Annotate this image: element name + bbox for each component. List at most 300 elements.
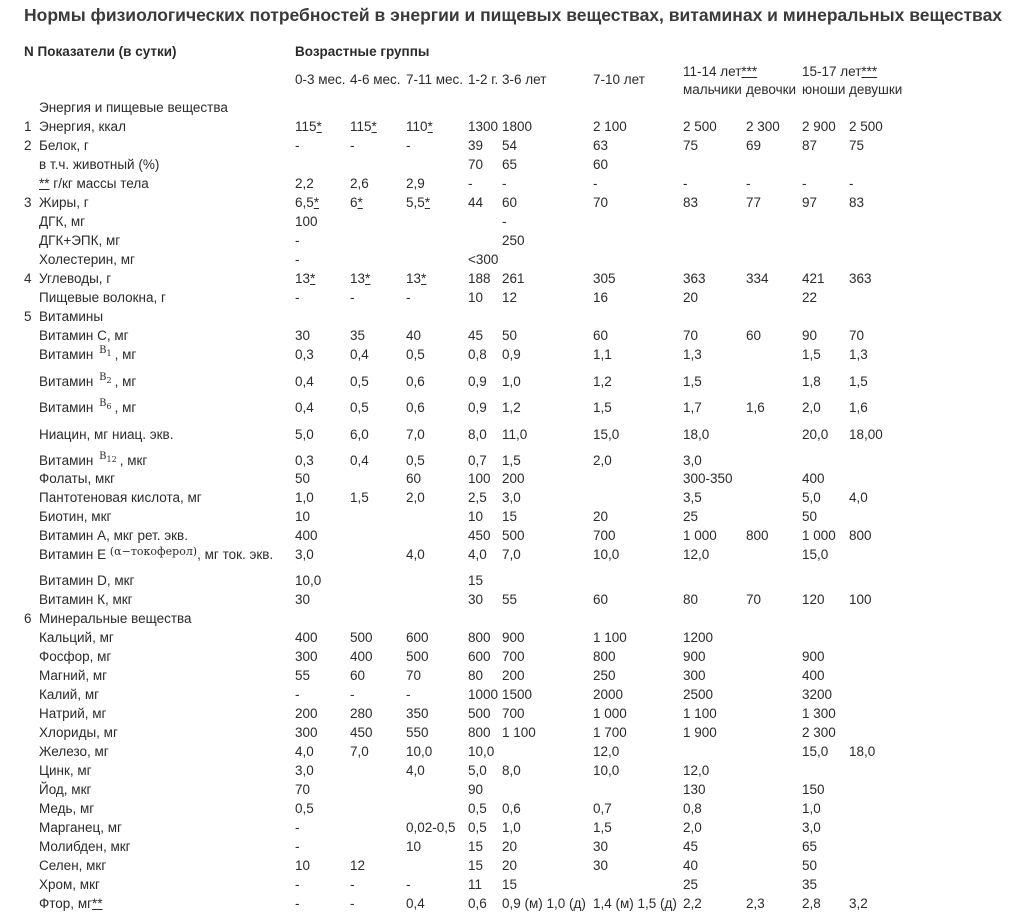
table-cell: 800 (593, 649, 616, 664)
table-cell: 500 (406, 649, 429, 664)
table-cell: 0,5 (350, 400, 369, 415)
table-cell: 700 (593, 528, 616, 543)
table-cell: 35 (802, 877, 818, 892)
table-cell: 150 (802, 782, 825, 797)
table-cell: 1 900 (683, 725, 717, 740)
table-cell: 1,1 (593, 347, 612, 362)
table-cell: - (406, 138, 411, 153)
table-cell: 1,2 (593, 374, 612, 389)
table-cell: 4,0 (849, 490, 868, 505)
table-cell: 10,0 (295, 573, 322, 588)
table-cell: 80 (468, 668, 484, 683)
table-cell: 39 (468, 138, 484, 153)
table-cell: 1300 (468, 119, 499, 134)
table-cell: 1 000 (683, 528, 717, 543)
table-cell: - (502, 176, 507, 191)
table-cell: 800 (849, 528, 872, 543)
table-cell: 20 (593, 509, 609, 524)
table-cell: 2 500 (683, 119, 717, 134)
table-cell: 4,0 (468, 547, 487, 562)
row-label: Витамин $^{B_6}$ , мг (39, 398, 137, 415)
table-cell: 0,5 (406, 453, 425, 468)
table-cell: - (350, 138, 355, 153)
table-cell: 100 (295, 214, 318, 229)
table-cell: 75 (849, 138, 865, 153)
table-cell: 2,0 (406, 490, 425, 505)
table-cell: 1000 (468, 687, 499, 702)
table-cell: 10 (295, 858, 311, 873)
row-number: 2 (24, 138, 32, 153)
table-cell: - (502, 214, 507, 229)
row-label: Молибден, мкг (39, 839, 131, 854)
row-label: ДГК+ЭПК, мг (39, 233, 121, 248)
table-cell: 0,4 (350, 453, 369, 468)
row-label: Йод, мкг (39, 782, 92, 797)
table-cell: 0,3 (295, 347, 314, 362)
table-cell: 2,0 (593, 453, 612, 468)
row-label: Витамин $^{B_{12}}$ , мкг (39, 451, 148, 468)
table-cell: 60 (593, 328, 609, 343)
table-cell: 60 (350, 668, 366, 683)
row-label: Марганец, мг (39, 820, 122, 835)
table-cell: 900 (502, 630, 525, 645)
table-cell: 1,5 (683, 374, 702, 389)
table-cell: 700 (502, 706, 525, 721)
table-cell: 200 (502, 668, 525, 683)
table-cell: - (350, 877, 355, 892)
table-cell: 3,0 (295, 763, 314, 778)
table-cell: 8,0 (502, 763, 521, 778)
table-cell: 1500 (502, 687, 533, 702)
table-cell: - (295, 839, 300, 854)
table-cell: 77 (746, 195, 762, 210)
table-cell: - (746, 176, 751, 191)
table-cell: 0,5 (406, 347, 425, 362)
table-cell: 11,0 (502, 427, 528, 442)
header-sex-young-women: девушки (849, 82, 903, 97)
table-cell: 15 (468, 858, 484, 873)
table-cell: 110* (406, 119, 433, 134)
table-cell: - (295, 290, 300, 305)
table-cell: 63 (593, 138, 609, 153)
table-cell: 1,3 (683, 347, 702, 362)
row-number: 3 (24, 195, 32, 210)
table-cell: 2,0 (683, 820, 702, 835)
table-cell: 0,9 (м) 1,0 (д) (502, 896, 586, 911)
table-cell: 12 (502, 290, 518, 305)
table-cell: 70 (593, 195, 609, 210)
table-cell: 900 (802, 649, 825, 664)
table-cell: - (683, 176, 688, 191)
table-cell: - (350, 290, 355, 305)
table-cell: 1,8 (802, 374, 821, 389)
row-label: Витамин Е $^{(\alpha-токоферол)}$, мг ток. экв. (39, 545, 274, 562)
table-cell: 97 (802, 195, 818, 210)
table-cell: 0,8 (468, 347, 487, 362)
table-cell: 305 (593, 271, 616, 286)
table-cell: 8,0 (468, 427, 487, 442)
row-label: Селен, мкг (39, 858, 107, 873)
table-cell: 0,7 (468, 453, 487, 468)
table-cell: 4,0 (295, 744, 314, 759)
table-cell: 83 (849, 195, 865, 210)
table-cell: 400 (350, 649, 373, 664)
table-cell: 0,9 (468, 400, 487, 415)
table-cell: 60 (502, 195, 518, 210)
table-cell: 2 900 (802, 119, 836, 134)
table-cell: 250 (593, 668, 616, 683)
table-cell: 30 (295, 592, 311, 607)
table-cell: 0,3 (295, 453, 314, 468)
table-cell: 1,5 (593, 820, 612, 835)
table-cell: 70 (849, 328, 865, 343)
table-cell: 1,0 (502, 374, 521, 389)
table-cell: 20 (502, 839, 518, 854)
header-age-3: 1-2 г. (468, 72, 499, 87)
table-cell: 0,9 (502, 347, 521, 362)
table-cell: 2,0 (802, 400, 821, 415)
table-cell: 25 (683, 509, 699, 524)
row-number: 5 (24, 309, 32, 324)
table-cell: 5,0 (802, 490, 821, 505)
header-sex-boys: мальчики (683, 82, 742, 97)
row-label: Хлориды, мг (39, 725, 118, 740)
table-cell: 20 (683, 290, 699, 305)
table-cell: 0,6 (502, 801, 521, 816)
table-cell: 700 (502, 649, 525, 664)
header-sex-young-men: юноши (802, 82, 846, 97)
table-cell: 2,2 (295, 176, 314, 191)
row-label: Пантотеновая кислота, мг (39, 490, 202, 505)
row-label: Витамин $^{B_1}$ , мг (39, 345, 137, 362)
table-cell: 130 (683, 782, 706, 797)
table-cell: 30 (468, 592, 484, 607)
table-cell: 69 (746, 138, 762, 153)
table-cell: 2,5 (468, 490, 487, 505)
table-cell: - (406, 877, 411, 892)
table-cell: 45 (468, 328, 484, 343)
table-cell: 2000 (593, 687, 624, 702)
table-cell: 70 (746, 592, 762, 607)
header-sex-girls: девочки (746, 82, 797, 97)
table-cell: 60 (406, 471, 422, 486)
table-cell: 1 100 (593, 630, 627, 645)
table-cell: 0,7 (593, 801, 612, 816)
table-cell: 2500 (683, 687, 714, 702)
table-cell: 2,6 (350, 176, 369, 191)
table-cell: 3,5 (683, 490, 702, 505)
table-cell: 50 (802, 509, 818, 524)
table-cell: - (350, 687, 355, 702)
table-cell: 0,5 (468, 801, 487, 816)
table-cell: 250 (502, 233, 525, 248)
table-cell: 15,0 (593, 427, 620, 442)
table-cell: 2 300 (802, 725, 836, 740)
table-cell: 1,2 (502, 400, 521, 415)
table-cell: 12,0 (593, 744, 620, 759)
table-cell: 400 (802, 471, 825, 486)
table-cell: - (849, 176, 854, 191)
row-label: Железо, мг (39, 744, 109, 759)
row-label: Фосфор, мг (39, 649, 112, 664)
row-label: Витамин А, мкг рет. экв. (39, 528, 188, 543)
row-label: Фтор, мг** (39, 896, 103, 911)
table-cell: 1,4 (м) 1,5 (д) (593, 896, 677, 911)
table-cell: 1,0 (295, 490, 314, 505)
table-cell: 188 (468, 271, 491, 286)
table-cell: 25 (683, 877, 699, 892)
table-cell: 1,3 (849, 347, 868, 362)
table-cell: 40 (683, 858, 699, 873)
table-cell: 15 (502, 877, 518, 892)
table-cell: 1,5 (350, 490, 369, 505)
table-cell: 6* (350, 195, 363, 210)
header-age-groups: Возрастные группы (295, 44, 430, 59)
row-label: Кальций, мг (39, 630, 114, 645)
table-cell: 500 (350, 630, 373, 645)
table-cell: 115* (350, 119, 377, 134)
table-cell: 75 (683, 138, 699, 153)
table-cell: - (295, 252, 300, 267)
table-cell: - (295, 820, 300, 835)
table-cell: 0,6 (406, 374, 425, 389)
row-label: ** г/кг массы тела (39, 176, 149, 191)
table-cell: 60 (593, 157, 609, 172)
row-label: Энергия и пищевые вещества (39, 100, 228, 115)
table-cell: 15,0 (802, 547, 829, 562)
row-label: Минеральные вещества (39, 611, 192, 626)
table-cell: 600 (406, 630, 429, 645)
table-cell: 280 (350, 706, 373, 721)
table-cell: 0,8 (683, 801, 702, 816)
row-label: Пищевые волокна, г (39, 290, 166, 305)
table-cell: 90 (802, 328, 818, 343)
row-label: Витамины (39, 309, 104, 324)
table-cell: 421 (802, 271, 825, 286)
table-cell: - (406, 687, 411, 702)
vitamin-subscript: B12 (99, 451, 117, 464)
table-cell: 50 (295, 471, 311, 486)
table-cell: - (295, 877, 300, 892)
row-label: ДГК, мг (39, 214, 86, 229)
table-cell: 550 (406, 725, 429, 740)
table-cell: 18,00 (849, 427, 883, 442)
table-cell: 1,5 (593, 400, 612, 415)
table-cell: 363 (683, 271, 706, 286)
table-cell: 0,6 (406, 400, 425, 415)
table-cell: 1,0 (802, 801, 821, 816)
table-cell: 10,0 (468, 744, 495, 759)
table-cell: 83 (683, 195, 699, 210)
table-cell: 800 (468, 630, 491, 645)
table-cell: 363 (849, 271, 872, 286)
header-age-1: 4-6 мес. (350, 72, 401, 87)
table-cell: 7,0 (502, 547, 521, 562)
table-cell: 1,6 (849, 400, 868, 415)
row-label: в т.ч. животный (%) (39, 157, 160, 172)
table-cell: 1,6 (746, 400, 765, 415)
table-cell: 800 (468, 725, 491, 740)
table-cell: 2,3 (746, 896, 765, 911)
row-label: Витамин С, мг (39, 328, 129, 343)
table-cell: 15,0 (802, 744, 829, 759)
header-age-5: 7-10 лет (593, 72, 645, 87)
table-cell: 13* (406, 271, 427, 286)
vitamin-subscript: B2 (99, 372, 112, 385)
row-label: Натрий, мг (39, 706, 107, 721)
table-cell: 10 (468, 290, 484, 305)
table-cell: 55 (502, 592, 518, 607)
table-cell: 450 (468, 528, 491, 543)
table-cell: 10,0 (593, 547, 620, 562)
table-cell: 600 (468, 649, 491, 664)
table-cell: - (593, 176, 598, 191)
row-label: Холестерин, мг (39, 252, 135, 267)
table-cell: 3,0 (802, 820, 821, 835)
table-cell: 0,4 (350, 347, 369, 362)
table-cell: 7,0 (406, 427, 425, 442)
table-cell: 350 (406, 706, 429, 721)
table-cell: 3,0 (683, 453, 702, 468)
table-cell: - (295, 233, 300, 248)
table-cell: 900 (683, 649, 706, 664)
table-cell: 100 (468, 471, 491, 486)
table-cell: 5,0 (295, 427, 314, 442)
header-indicators: N Показатели (в сутки) (24, 44, 177, 59)
table-cell: 70 (406, 668, 422, 683)
row-label: Магний, мг (39, 668, 108, 683)
table-cell: <300 (468, 252, 499, 267)
table-cell: 1 300 (802, 706, 836, 721)
header-age-4: 3-6 лет (502, 72, 547, 87)
table-cell: 1,7 (683, 400, 702, 415)
table-cell: 2,9 (406, 176, 425, 191)
table-cell: 400 (295, 528, 318, 543)
table-cell: 0,9 (468, 374, 487, 389)
row-label: Калий, мг (39, 687, 100, 702)
row-label: Белок, г (39, 138, 89, 153)
table-cell: 45 (683, 839, 699, 854)
table-cell: 12 (350, 858, 366, 873)
table-cell: 70 (468, 157, 484, 172)
table-cell: 35 (350, 328, 366, 343)
header-age-2: 7-11 мес. (406, 72, 464, 87)
table-cell: 80 (683, 592, 699, 607)
table-cell: - (802, 176, 807, 191)
table-cell: 18,0 (683, 427, 710, 442)
table-cell: 50 (802, 858, 818, 873)
table-cell: 115* (295, 119, 322, 134)
table-cell: 300 (683, 668, 706, 683)
table-cell: 3,0 (502, 490, 521, 505)
table-cell: 800 (746, 528, 769, 543)
table-cell: 1,0 (502, 820, 521, 835)
table-cell: 1,5 (849, 374, 868, 389)
table-cell: 12,0 (683, 547, 710, 562)
table-cell: 12,0 (683, 763, 710, 778)
table-cell: 10,0 (593, 763, 620, 778)
table-cell: 0,02-0,5 (406, 820, 456, 835)
row-label: Ниацин, мг ниац. экв. (39, 427, 174, 442)
table-cell: - (295, 138, 300, 153)
table-cell: 10 (468, 509, 484, 524)
table-cell: 60 (593, 592, 609, 607)
row-label: Витамин $^{B_2}$ , мг (39, 372, 137, 389)
table-cell: - (406, 290, 411, 305)
table-cell: 0,5 (350, 374, 369, 389)
table-cell: 120 (802, 592, 825, 607)
row-label: Витамин D, мкг (39, 573, 135, 588)
table-cell: 2,2 (683, 896, 702, 911)
table-cell: 300 (295, 725, 318, 740)
table-cell: 1800 (502, 119, 533, 134)
row-label: Витамин К, мкг (39, 592, 133, 607)
table-cell: 0,4 (406, 896, 425, 911)
table-cell: 200 (295, 706, 318, 721)
table-cell: 3200 (802, 687, 833, 702)
table-cell: 20 (502, 858, 518, 873)
table-cell: 5,0 (468, 763, 487, 778)
table-cell: 22 (802, 290, 818, 305)
table-cell: 30 (593, 839, 609, 854)
row-label: Цинк, мг (39, 763, 92, 778)
table-cell: - (295, 896, 300, 911)
page-title: Нормы физиологических потребностей в энергии и пищевых веществах, витаминах и минеральных веществах (24, 5, 1003, 25)
table-cell: 70 (683, 328, 699, 343)
table-cell: 1,5 (502, 453, 521, 468)
table-cell: 15 (502, 509, 518, 524)
table-cell: 15 (468, 573, 484, 588)
table-cell: 300 (295, 649, 318, 664)
table-cell: 3,0 (295, 547, 314, 562)
table-cell: 15 (468, 839, 484, 854)
table-cell: 1 100 (502, 725, 536, 740)
table-cell: 1 000 (593, 706, 627, 721)
table-cell: 87 (802, 138, 818, 153)
table-cell: 334 (746, 271, 769, 286)
tocopherol-note: (α−токоферол) (109, 545, 198, 558)
table-cell: 400 (295, 630, 318, 645)
table-cell: 0,4 (295, 400, 314, 415)
table-cell: 10 (406, 839, 422, 854)
table-cell: 0,4 (295, 374, 314, 389)
table-cell: 10 (295, 509, 311, 524)
table-cell: 6,0 (350, 427, 369, 442)
table-cell: 55 (295, 668, 311, 683)
table-cell: 30 (295, 328, 311, 343)
row-label: Медь, мг (39, 801, 95, 816)
table-cell: 1 700 (593, 725, 627, 740)
table-cell: 13* (295, 271, 316, 286)
table-cell: - (295, 687, 300, 702)
table-cell: 70 (295, 782, 311, 797)
table-cell: 7,0 (350, 744, 369, 759)
vitamin-subscript: B1 (99, 345, 112, 358)
row-label: Фолаты, мкг (39, 471, 116, 486)
table-cell: 40 (406, 328, 422, 343)
table-cell: 200 (502, 471, 525, 486)
table-cell: 44 (468, 195, 484, 210)
table-cell: 16 (593, 290, 609, 305)
table-cell: 18,0 (849, 744, 876, 759)
row-label: Энергия, ккал (39, 119, 126, 134)
table-cell: 1 100 (683, 706, 717, 721)
table-cell: 1,5 (802, 347, 821, 362)
row-label: Углеводы, г (39, 271, 112, 286)
table-cell: 20,0 (802, 427, 829, 442)
vitamin-subscript: B6 (99, 398, 112, 411)
table-cell: 4,0 (406, 547, 425, 562)
